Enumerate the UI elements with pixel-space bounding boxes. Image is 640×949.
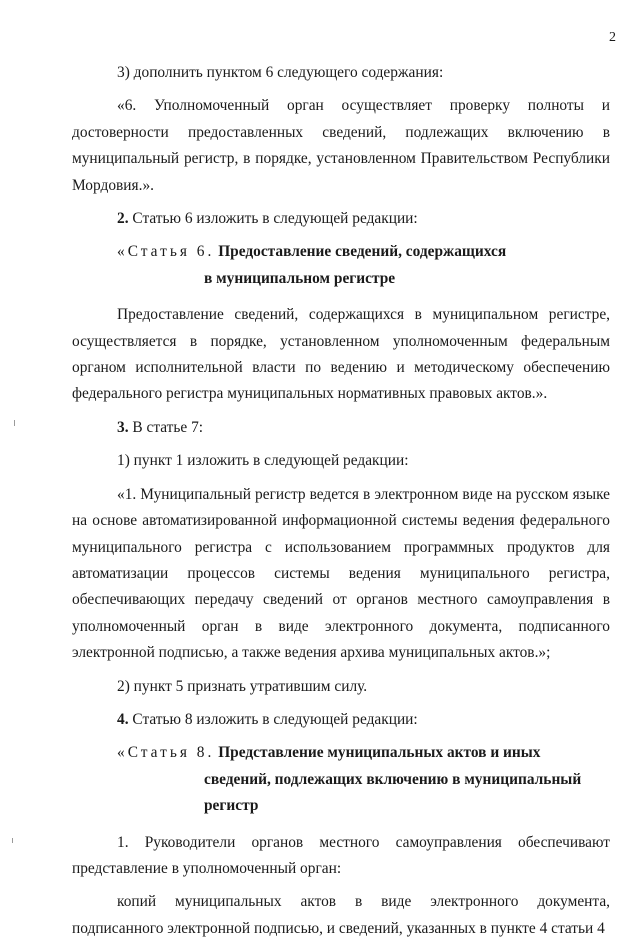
- paragraph-item-1: 1) пункт 1 изложить в следующей редакции:: [117, 452, 409, 470]
- paragraph-point-6: «6. Уполномоченный орган осуществляет проверку полноты и достоверности предоставленных сведений, подлежащих включению в муниципальный регистр, в порядке, установленном Правительством Республики Мордовия.».: [72, 97, 610, 194]
- paragraph-article-6-body: Предоставление сведений, содержащихся в муниципальном регистре, осуществляется в порядке, установленном уполномоченным федеральным органом исполнительной власти по ведению и методическому обеспечению федерального регистра муниципальных нормативных правовых актов.».: [72, 306, 610, 403]
- document-body: [72, 60, 610, 949]
- scan-artifact-left: [14, 420, 15, 426]
- scan-artifact-left-lower: [12, 838, 13, 843]
- paragraph-section-4: [72, 707, 610, 733]
- article-6-prefix: «Статья 6.: [117, 243, 215, 261]
- paragraph-point-1: «1. Муниципальный регистр ведется в электронном виде на русском языке на основе автоматизированной информационной системы ведения федерального муниципального регистра с использованием программных продуктов для автоматизации процессов системы ведения муниципального регистра, обеспечивающих передачу сведений от органов местного самоуправления в уполномоченный орган в виде электронного документа, подписанного электронной подписью, а также ведения архива муниципальных актов.»;: [72, 485, 610, 662]
- section-number: 3.: [117, 418, 129, 436]
- paragraph-section-2: [72, 206, 610, 232]
- paragraph-item-3: 3) дополнить пунктом 6 следующего содержания:: [117, 64, 444, 81]
- article-6-title-line1: Предоставление сведений, содержащихся: [218, 243, 507, 261]
- section-text: В статье 7:: [128, 418, 204, 436]
- section-number: 2.: [117, 210, 129, 228]
- article-8-title-line2: сведений, подлежащих включению в муниципальный: [204, 770, 582, 788]
- article-8-prefix: «Статья 8.: [117, 744, 215, 762]
- section-text: Статью 8 изложить в следующей редакции:: [128, 710, 418, 728]
- article-6-title-line2: в муниципальном регистре: [204, 269, 396, 287]
- section-number: 4.: [117, 710, 129, 728]
- paragraph-article-8-copies: копий муниципальных актов в виде электронного документа, подписанного электронной подписью, и сведений, указанных в пункте 4 статьи 4: [72, 893, 610, 937]
- paragraph-article-8-point-1: 1. Руководители органов местного самоуправления обеспечивают представление в уполномоченный орган:: [72, 833, 610, 877]
- article-8-title-line1: Представление муниципальных актов и иных: [218, 744, 541, 762]
- paragraph-item-2: 2) пункт 5 признать утратившим силу.: [117, 677, 368, 695]
- article-8-heading: [72, 740, 610, 819]
- section-text: Статью 6 изложить в следующей редакции:: [128, 210, 418, 228]
- page-number: 2: [609, 30, 616, 45]
- article-8-title-line3: регистр: [204, 797, 259, 815]
- article-6-heading: [72, 239, 610, 292]
- paragraph-section-3: [72, 415, 610, 441]
